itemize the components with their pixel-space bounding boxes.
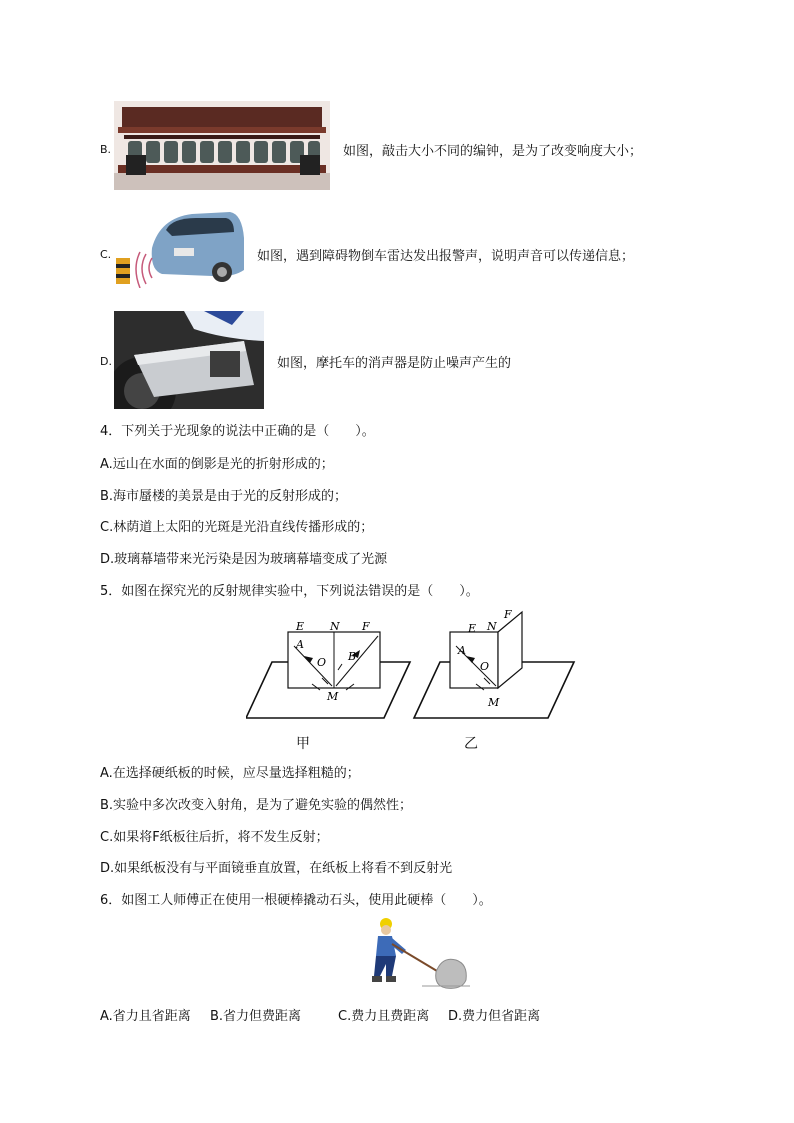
q5-option-b: B.实验中多次改变入射角，是为了避免实验的偶然性； <box>100 798 413 813</box>
question-6-stem: 6．如图工人师傅正在使用一根硬棒撬动石头，使用此硬棒（ ）。 <box>100 893 492 908</box>
q6-option-c: C.费力且费距离 <box>338 1009 430 1024</box>
motorcycle-muffler-image <box>114 311 264 409</box>
q5-option-d: D.如果纸板没有与平面镜垂直放置，在纸板上将看不到反射光 <box>100 861 453 876</box>
q4-option-b: B.海市蜃楼的美景是由于光的反射形成的； <box>100 489 348 504</box>
q5-option-c: C.如果将F纸板往后折，将不发生反射； <box>100 830 329 845</box>
reflection-figure-yi <box>412 606 578 722</box>
q4-option-a: A.远山在水面的倒影是光的折射形成的； <box>100 457 334 472</box>
q6-option-a: A.省力且省距离 <box>100 1009 191 1024</box>
option-text-c: 如图，遇到障碍物倒车雷达发出报警声，说明声音可以传递信息； <box>257 249 635 264</box>
q4-option-c: C.林荫道上太阳的光斑是光沿直线传播形成的； <box>100 520 374 535</box>
q6-option-d: D.费力但省距离 <box>448 1009 541 1024</box>
option-text-b: 如图，敲击大小不同的编钟，是为了改变响度大小； <box>343 144 643 159</box>
q5-option-a: A.在选择硬纸板的时候，应尽量选择粗糙的； <box>100 766 360 781</box>
label-f-yi: F <box>504 608 512 621</box>
option-letter-b: B. <box>100 143 112 156</box>
q6-option-b: B.省力但费距离 <box>210 1009 302 1024</box>
label-f-jia: F <box>362 620 370 633</box>
question-5-stem: 5．如图在探究光的反射规律实验中，下列说法错误的是（ ）。 <box>100 584 479 599</box>
label-e-yi: E <box>468 622 477 635</box>
option-letter-d: D. <box>100 355 112 368</box>
label-n-yi: N <box>487 620 497 633</box>
label-n-jia: N <box>330 620 340 633</box>
bianzhong-bells-image <box>114 101 330 190</box>
figure-caption-yi: 乙 <box>464 736 478 752</box>
label-e-jia: E <box>296 620 305 633</box>
option-letter-c: C. <box>100 248 112 261</box>
label-o-yi: O <box>480 660 490 673</box>
car-reversing-radar-image <box>112 208 246 288</box>
question-4-stem: 4．下列关于光现象的说法中正确的是（ ）。 <box>100 424 375 439</box>
label-a-yi: A <box>458 644 466 657</box>
q4-option-d: D.玻璃幕墙带来光污染是因为玻璃幕墙变成了光源 <box>100 552 388 567</box>
label-o-jia: O <box>317 656 327 669</box>
label-m-yi: M <box>488 696 500 709</box>
figure-caption-jia: 甲 <box>296 736 310 752</box>
label-m-jia: M <box>327 690 339 703</box>
label-a-jia: A <box>296 638 304 651</box>
reflection-figure-jia <box>246 618 416 722</box>
option-text-d: 如图，摩托车的消声器是防止噪声产生的 <box>277 356 512 371</box>
worker-lever-figure <box>352 916 470 994</box>
label-b-jia: B <box>348 650 357 663</box>
